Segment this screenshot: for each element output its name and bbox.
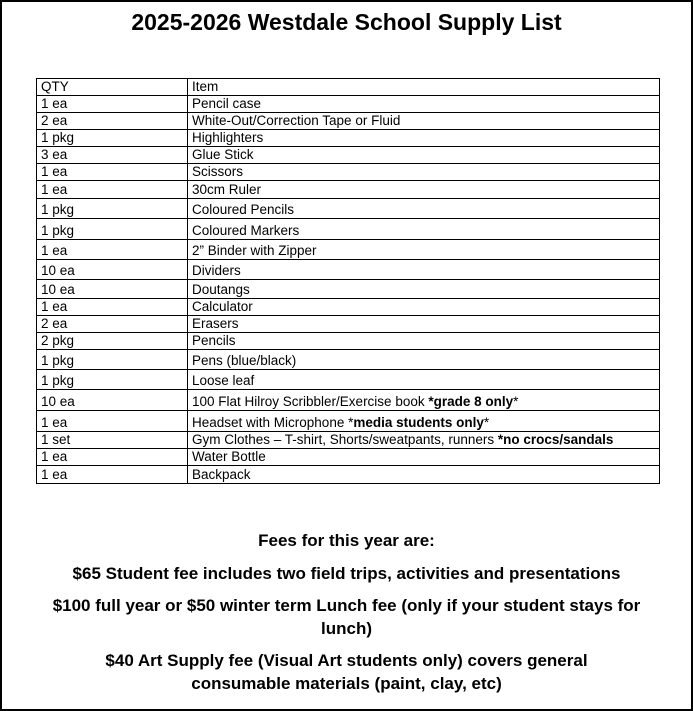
row-item-note: *grade 8 only bbox=[428, 394, 514, 410]
row-item-text: Coloured Markers bbox=[192, 223, 300, 239]
row-qty: 10 ea bbox=[37, 390, 188, 411]
row-item bbox=[188, 280, 660, 299]
row-item-text: Pencil case bbox=[192, 96, 262, 112]
row-qty: 1 ea bbox=[37, 240, 188, 260]
table-row bbox=[37, 219, 660, 240]
row-item-text: Coloured Pencils bbox=[192, 202, 295, 218]
fee-student: $65 Student fee includes two field trips, activities and presentations bbox=[72, 563, 621, 583]
table-row bbox=[37, 350, 660, 370]
row-item bbox=[188, 96, 660, 113]
row-item bbox=[188, 299, 660, 316]
row-item-text: Pencils bbox=[192, 333, 236, 349]
row-item bbox=[188, 260, 660, 280]
table-row bbox=[37, 370, 660, 390]
row-item bbox=[188, 199, 660, 219]
row-qty: 1 ea bbox=[37, 164, 188, 181]
row-qty: 2 pkg bbox=[37, 333, 188, 350]
table-row bbox=[37, 96, 660, 113]
row-item bbox=[188, 449, 660, 466]
row-qty: 1 ea bbox=[37, 181, 188, 199]
row-item-text: Highlighters bbox=[192, 130, 264, 146]
table-row bbox=[37, 130, 660, 147]
row-qty: 1 ea bbox=[37, 299, 188, 316]
supply-table bbox=[36, 78, 660, 484]
row-item bbox=[188, 164, 660, 181]
table-row bbox=[37, 113, 660, 130]
table-row bbox=[37, 449, 660, 466]
table-row bbox=[37, 411, 660, 432]
table-row bbox=[37, 280, 660, 299]
row-item-text: Scissors bbox=[192, 164, 244, 180]
row-item-text: Loose leaf bbox=[192, 373, 255, 389]
table-row bbox=[37, 199, 660, 219]
row-item bbox=[188, 466, 660, 484]
table-row bbox=[37, 333, 660, 350]
row-item-note-end: * bbox=[483, 415, 490, 431]
row-item-text: Erasers bbox=[192, 316, 239, 332]
row-item-note: media students only bbox=[353, 415, 484, 431]
row-item-text: Calculator bbox=[192, 299, 253, 315]
row-qty: 1 ea bbox=[37, 466, 188, 484]
row-item bbox=[188, 130, 660, 147]
row-item bbox=[188, 370, 660, 390]
table-row bbox=[37, 299, 660, 316]
table-row bbox=[37, 147, 660, 164]
table-row bbox=[37, 432, 660, 449]
row-item bbox=[188, 147, 660, 164]
row-item-text: 30cm Ruler bbox=[192, 182, 262, 198]
row-qty: 1 pkg bbox=[37, 199, 188, 219]
row-item-text: Pens (blue/black) bbox=[192, 353, 297, 369]
row-item bbox=[188, 219, 660, 240]
table-row bbox=[37, 390, 660, 411]
row-item-note-end: * bbox=[513, 394, 519, 410]
row-item-text: Backpack bbox=[192, 467, 251, 483]
fees-heading: Fees for this year are: bbox=[258, 531, 435, 550]
row-item bbox=[188, 240, 660, 260]
row-qty: 1 pkg bbox=[37, 350, 188, 370]
row-item bbox=[188, 390, 660, 411]
row-qty: 2 ea bbox=[37, 113, 188, 130]
header-item: Item bbox=[188, 79, 660, 96]
page-title: 2025-2026 Westdale School Supply List bbox=[131, 9, 562, 35]
row-item-text: Doutangs bbox=[192, 282, 250, 298]
fees-section bbox=[2, 530, 691, 705]
table-row bbox=[37, 164, 660, 181]
row-item bbox=[188, 333, 660, 350]
row-qty: 3 ea bbox=[37, 147, 188, 164]
row-item-text: White-Out/Correction Tape or Fluid bbox=[192, 113, 401, 129]
row-qty: 1 ea bbox=[37, 411, 188, 432]
row-item bbox=[188, 432, 660, 449]
row-item-text: Dividers bbox=[192, 263, 241, 279]
row-qty: 1 pkg bbox=[37, 370, 188, 390]
row-qty: 1 set bbox=[37, 432, 188, 449]
row-qty: 1 pkg bbox=[37, 219, 188, 240]
row-item-text: Water Bottle bbox=[192, 449, 266, 465]
fee-lunch: $100 full year or $50 winter term Lunch fee (only if your student stays for lunch) bbox=[52, 595, 641, 638]
row-qty: 2 ea bbox=[37, 316, 188, 333]
row-item-text: 2” Binder with Zipper bbox=[192, 243, 317, 259]
row-item bbox=[188, 411, 660, 432]
row-item bbox=[188, 350, 660, 370]
fee-art-supply: $40 Art Supply fee (Visual Art students only) covers general consumable materials (paint, clay, etc) bbox=[105, 650, 588, 693]
row-item bbox=[188, 181, 660, 199]
row-item bbox=[188, 316, 660, 333]
table-row bbox=[37, 316, 660, 333]
row-qty: 1 ea bbox=[37, 96, 188, 113]
table-row bbox=[37, 181, 660, 199]
row-item-text: Glue Stick bbox=[192, 147, 254, 163]
row-item-note: *no crocs/sandals bbox=[497, 432, 614, 448]
row-item bbox=[188, 113, 660, 130]
row-item-text: 100 Flat Hilroy Scribbler/Exercise book bbox=[192, 394, 429, 410]
table-row bbox=[37, 466, 660, 484]
table-row bbox=[37, 260, 660, 280]
row-qty: 10 ea bbox=[37, 280, 188, 299]
table-header-row bbox=[37, 79, 660, 96]
table-row bbox=[37, 240, 660, 260]
row-item-text: Gym Clothes – T-shirt, Shorts/sweatpants, runners bbox=[192, 432, 498, 448]
row-qty: 1 pkg bbox=[37, 130, 188, 147]
row-qty: 1 ea bbox=[37, 449, 188, 466]
row-item-text: Headset with Microphone * bbox=[192, 415, 354, 431]
header-qty: QTY bbox=[37, 79, 188, 96]
row-qty: 10 ea bbox=[37, 260, 188, 280]
